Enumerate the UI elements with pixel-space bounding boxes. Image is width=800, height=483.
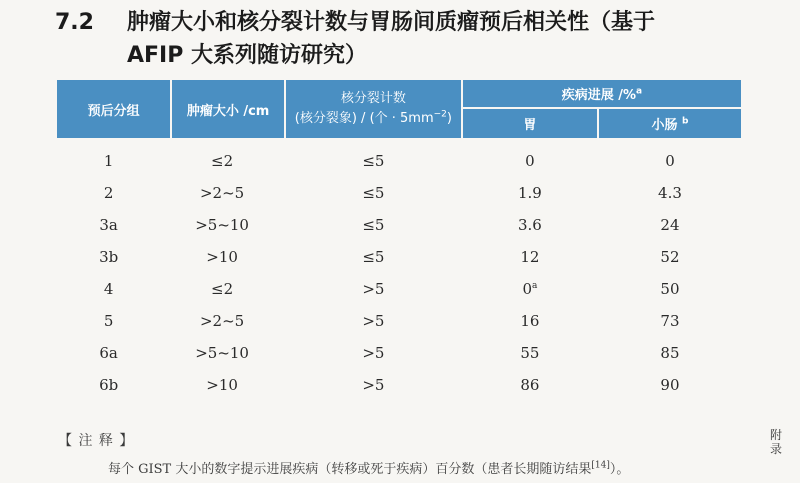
table-body	[57, 140, 741, 400]
intestine-cell: 85	[660, 344, 680, 362]
mitosis-cell: >5	[362, 376, 385, 394]
note-text: 每个 GIST 大小的数字提示进展疾病（转移或死于疾病）百分数（患者长期随访结果[14]）。	[108, 460, 630, 477]
prognosis-table	[55, 78, 743, 402]
mitosis-cell: >5	[362, 312, 385, 330]
note-label: 【 注 释 】	[58, 433, 135, 449]
table-row	[57, 338, 741, 368]
group-cell: 4	[103, 280, 114, 298]
stomach-cell: 86	[520, 376, 540, 394]
intestine-cell: 0	[665, 152, 675, 170]
mitosis-cell: >5	[362, 280, 385, 298]
group-cell: 3b	[99, 248, 119, 266]
table-row	[57, 370, 741, 400]
group-cell: 5	[103, 312, 114, 330]
group-cell: 1	[103, 152, 114, 170]
stomach-cell: 1.9	[517, 184, 542, 202]
table-row	[57, 210, 741, 240]
mitosis-cell: >5	[362, 344, 385, 362]
group-cell: 6b	[99, 376, 119, 394]
stomach-cell: 12	[520, 248, 540, 266]
size-cell: >10	[206, 248, 238, 266]
mitosis-cell: ≤5	[362, 184, 385, 202]
intestine-cell: 52	[660, 248, 680, 266]
section-title	[55, 6, 775, 72]
stomach-cell: 0$^a$	[522, 280, 538, 298]
table-row	[57, 242, 741, 272]
table-row	[57, 140, 741, 176]
size-cell: ≤2	[211, 280, 234, 298]
group-cell: 6a	[99, 344, 118, 362]
section-number: 7.2	[55, 10, 94, 35]
header-progress: 疾病进展 /%$^a$	[463, 80, 741, 107]
group-cell: 3a	[99, 216, 118, 234]
size-cell: >5~10	[195, 344, 249, 362]
mitosis-cell: ≤5	[362, 216, 385, 234]
stomach-cell: 3.6	[517, 216, 542, 234]
header-size: 肿瘤大小 /cm	[172, 80, 284, 138]
header-stomach: 胃	[463, 109, 597, 138]
stomach-cell: 0	[525, 152, 535, 170]
size-cell: >2~5	[199, 312, 245, 330]
header-mitosis-unit: (核分裂象) / (个 · $5mm^{-2}$)	[294, 109, 452, 126]
section-title-text: 肿瘤大小和核分裂计数与胃肠间质瘤预后相关性（基于	[127, 10, 656, 35]
intestine-cell: 90	[660, 376, 680, 394]
stomach-cell: 55	[520, 344, 540, 362]
group-cell: 2	[103, 184, 114, 202]
table-row	[57, 274, 741, 304]
intestine-cell: 50	[660, 280, 680, 298]
intestine-cell: 73	[660, 312, 680, 330]
intestine-cell: 24	[660, 216, 680, 234]
stomach-cell: 16	[520, 312, 540, 330]
table-row	[57, 178, 741, 208]
note-ref: [14]	[591, 460, 610, 471]
size-cell: >5~10	[195, 216, 249, 234]
appendix-side-tab: 附录	[770, 428, 783, 456]
size-cell: ≤2	[211, 152, 234, 170]
mitosis-cell: ≤5	[362, 152, 385, 170]
table-row	[57, 306, 741, 336]
mitosis-cell: ≤5	[362, 248, 385, 266]
size-cell: >2~5	[199, 184, 245, 202]
size-cell: >10	[206, 376, 238, 394]
header-mitosis	[286, 80, 461, 138]
section-title-line2: AFIP 大系列随访研究）	[127, 43, 368, 68]
header-mitosis-label: 核分裂计数	[340, 91, 406, 106]
header-group: 预后分组	[57, 80, 170, 138]
intestine-cell: 4.3	[658, 184, 682, 202]
header-intestine: 小肠 $^b$	[599, 109, 741, 138]
